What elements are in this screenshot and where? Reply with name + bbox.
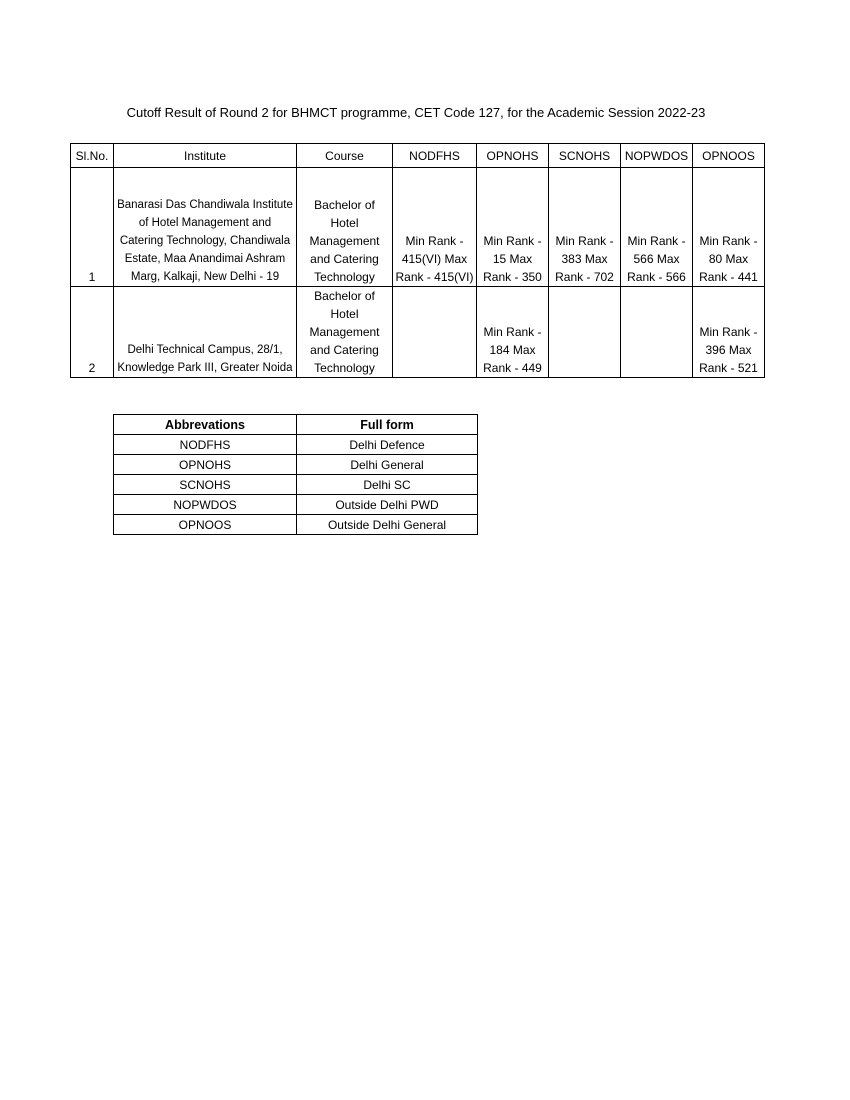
- cell-institute: Delhi Technical Campus, 28/1, Knowledge Park III, Greater Noida: [114, 287, 297, 378]
- cell-opnoos: Min Rank - 396 Max Rank - 521: [693, 287, 765, 378]
- header-institute: Institute: [114, 144, 297, 168]
- cell-scnohs: [549, 287, 621, 378]
- header-opnohs: OPNOHS: [477, 144, 549, 168]
- table-header-row: [71, 144, 765, 168]
- cutoff-table: [70, 143, 765, 378]
- cell-sl: 2: [71, 287, 114, 378]
- cell-course: Bachelor of Hotel Management and Catering Technology: [297, 168, 393, 287]
- abbr-row: [114, 495, 478, 515]
- abbr-cell: NOPWDOS: [114, 495, 297, 515]
- cell-nopwdos: [621, 287, 693, 378]
- cell-opnohs: Min Rank - 15 Max Rank - 350: [477, 168, 549, 287]
- header-full-form: Full form: [297, 415, 478, 435]
- full-form-cell: Delhi Defence: [297, 435, 478, 455]
- header-nopwdos: NOPWDOS: [621, 144, 693, 168]
- cell-nodfhs: [393, 287, 477, 378]
- header-scnohs: SCNOHS: [549, 144, 621, 168]
- header-nodfhs: NODFHS: [393, 144, 477, 168]
- abbr-cell: NODFHS: [114, 435, 297, 455]
- cell-nodfhs: Min Rank - 415(VI) Max Rank - 415(VI): [393, 168, 477, 287]
- cell-scnohs: Min Rank - 383 Max Rank - 702: [549, 168, 621, 287]
- abbr-row: [114, 475, 478, 495]
- abbr-cell: SCNOHS: [114, 475, 297, 495]
- header-sl-no: Sl.No.: [71, 144, 114, 168]
- full-form-cell: Delhi General: [297, 455, 478, 475]
- abbr-row: [114, 455, 478, 475]
- header-course: Course: [297, 144, 393, 168]
- full-form-cell: Delhi SC: [297, 475, 478, 495]
- abbr-header-row: [114, 415, 478, 435]
- abbreviations-table: [113, 414, 478, 535]
- cell-institute: Banarasi Das Chandiwala Institute of Hotel Management and Catering Technology, Chandiwala Estate, Maa Anandimai Ashram Marg, Kalkaji, New Delhi - 19: [114, 168, 297, 287]
- table-row: [71, 287, 765, 378]
- abbr-cell: OPNOOS: [114, 515, 297, 535]
- cell-opnohs: Min Rank - 184 Max Rank - 449: [477, 287, 549, 378]
- cell-course: Bachelor of Hotel Management and Catering Technology: [297, 287, 393, 378]
- full-form-cell: Outside Delhi General: [297, 515, 478, 535]
- header-opnoos: OPNOOS: [693, 144, 765, 168]
- table-row: [71, 168, 765, 287]
- cell-opnoos: Min Rank - 80 Max Rank - 441: [693, 168, 765, 287]
- cell-sl: 1: [71, 168, 114, 287]
- abbr-row: [114, 435, 478, 455]
- abbr-cell: OPNOHS: [114, 455, 297, 475]
- abbr-row: [114, 515, 478, 535]
- header-abbreviations: Abbrevations: [114, 415, 297, 435]
- page-title: Cutoff Result of Round 2 for BHMCT programme, CET Code 127, for the Academic Session 2022-23: [126, 105, 706, 120]
- cell-nopwdos: Min Rank - 566 Max Rank - 566: [621, 168, 693, 287]
- full-form-cell: Outside Delhi PWD: [297, 495, 478, 515]
